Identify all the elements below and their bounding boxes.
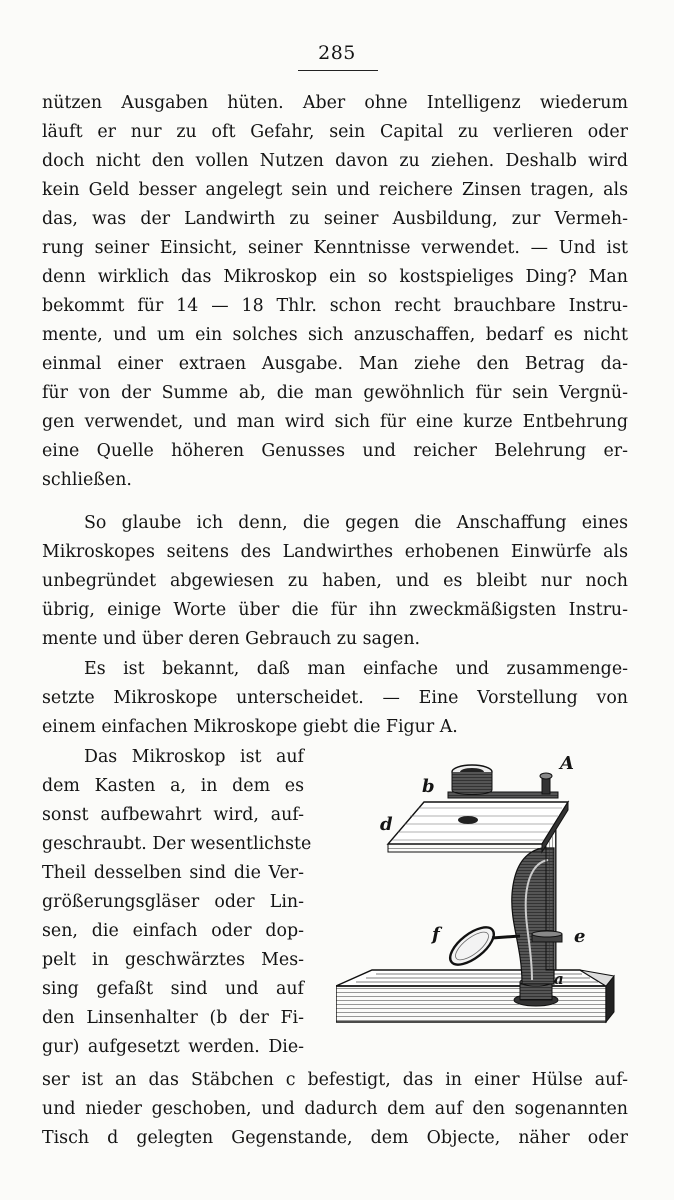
text-line: geschraubt. Der wesentlichste: [42, 834, 312, 854]
text-line: nützen Ausgaben hüten. Aber ohne Intelligenz wiederum: [42, 93, 628, 113]
text-line: und nieder geschoben, und dadurch dem auf den sogenannten: [42, 1099, 628, 1119]
figure-label-d: d: [380, 814, 393, 835]
text-line: Tisch d gelegten Gegenstande, dem Objecte, näher oder: [42, 1128, 628, 1148]
text-line: eine Quelle höheren Genusses und reicher Belehrung er-: [42, 441, 628, 461]
paragraph-1: [42, 89, 628, 495]
text-line: einmal einer extraen Ausgabe. Man ziehe den Betrag da-: [42, 354, 628, 374]
text-line: für von der Summe ab, die man gewöhnlich für sein Vergnü-: [42, 383, 628, 403]
text-line: übrig, einige Worte über die für ihn zweckmäßigsten Instru-: [42, 600, 628, 620]
text-line: schließen.: [42, 470, 132, 490]
figure-label-A: A: [560, 753, 574, 774]
text-line: den Linsenhalter (b der Fi-: [42, 1008, 304, 1028]
pillar: [512, 830, 556, 984]
microscope-illustration: [336, 756, 626, 1048]
text-line: einem einfachen Mikroskope giebt die Figur A.: [42, 717, 458, 737]
text-line: Es ist bekannt, daß man einfache und zusammenge-: [84, 659, 628, 679]
figure-a-microscope: [336, 753, 626, 1048]
text-line: kein Geld besser angelegt sein und reichere Zinsen tragen, als: [42, 180, 628, 200]
text-line: sing gefaßt sind und auf: [42, 979, 304, 999]
text-line: rung seiner Einsicht, seiner Kenntnisse verwendet. — Und ist: [42, 238, 628, 258]
text-line: denn wirklich das Mikroskop ein so kostspieliges Ding? Man: [42, 267, 628, 287]
text-line: größerungsgläser oder Lin-: [42, 892, 304, 912]
text-line: ser ist an das Stäbchen c befestigt, das in einer Hülse auf-: [42, 1070, 628, 1090]
text-line: mente, und um ein solches sich anzuschaffen, bedarf es nicht: [42, 325, 628, 345]
text-line: bekommt für 14 — 18 Thlr. schon recht brauchbare Instru-: [42, 296, 628, 316]
text-line: So glaube ich denn, die gegen die Anschaffung eines: [84, 513, 628, 533]
figure-label-f: f: [432, 924, 440, 945]
page-number: 285: [318, 42, 356, 64]
text-line: setzte Mikroskope unterscheidet. — Eine Vorstellung von: [42, 688, 628, 708]
figure-label-b: b: [422, 776, 435, 797]
paragraph-2: [42, 509, 628, 654]
paragraph-4-column: [42, 743, 312, 1062]
text-line: pelt in geschwärztes Mes-: [42, 950, 304, 970]
text-line: mente und über deren Gebrauch zu sagen.: [42, 629, 421, 649]
figure-label-a: a: [554, 970, 564, 988]
text-line: gur) aufgesetzt werden. Die-: [42, 1037, 304, 1057]
mirror-f: [444, 921, 520, 972]
text-line: unbegründet abgewiesen zu haben, und es bleibt nur noch: [42, 571, 628, 591]
paragraph-3: [42, 655, 628, 742]
box-base: [336, 970, 614, 1022]
text-line: sen, die einfach oder dop-: [42, 921, 304, 941]
text-line: läuft er nur zu oft Gefahr, sein Capital zu verlieren oder: [42, 122, 628, 142]
header-rule: [298, 70, 378, 71]
stage-d: [388, 802, 568, 852]
lens-holder-b: [448, 765, 558, 798]
text-line: Mikroskopes seitens des Landwirthes erhobenen Einwürfe als: [42, 542, 628, 562]
text-line: Das Mikroskop ist auf: [84, 747, 304, 767]
text-line: gen verwendet, und man wird sich für eine kurze Entbehrung: [42, 412, 628, 432]
figure-label-e: e: [574, 926, 586, 947]
text-line: dem Kasten a, in dem es: [42, 776, 304, 796]
text-line: sonst aufbewahrt wird, auf-: [42, 805, 304, 825]
text-line: Theil desselben sind die Ver-: [42, 863, 304, 883]
text-line: doch nicht den vollen Nutzen davon zu ziehen. Deshalb wird: [42, 151, 628, 171]
paragraph-4-continued: [42, 1066, 628, 1153]
text-line: das, was der Landwirth zu seiner Ausbildung, zur Vermeh-: [42, 209, 628, 229]
adjust-screw-e: [532, 931, 562, 942]
